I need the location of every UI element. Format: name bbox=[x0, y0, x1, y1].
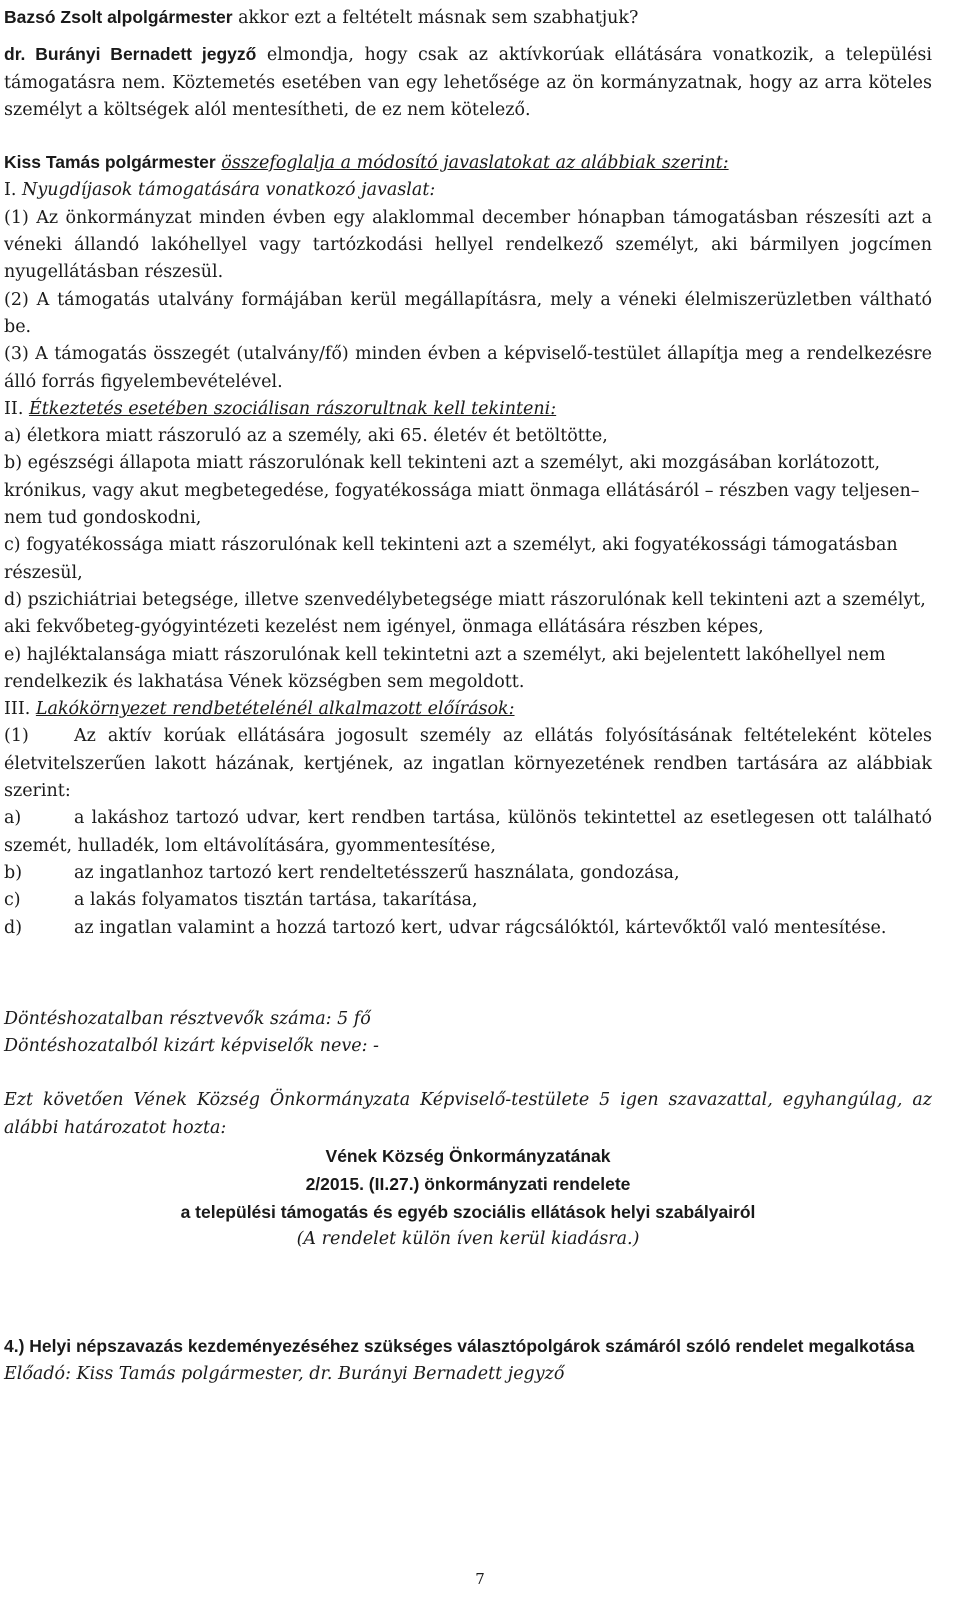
paragraph-text: összefoglalja a módosító javaslatokat az alábbiak szerint: bbox=[221, 153, 729, 174]
list-item: (2) A támogatás utalvány formájában kerül megállapításra, mely a véneki élelmiszerüzletben váltható be. bbox=[4, 289, 932, 337]
list-item: (3) A támogatás összegét (utalvány/fő) minden évben a képviselő-testület állapítja meg a rendelkezésre álló forrás figyelembevételével. bbox=[4, 344, 932, 392]
item-label: a) bbox=[4, 808, 22, 829]
paragraph-bazso bbox=[4, 4, 932, 32]
paragraph-text: akkor ezt a feltételt másnak sem szabhatjuk? bbox=[232, 8, 639, 28]
list-item bbox=[4, 860, 932, 887]
section-title: Étkeztetés esetében szociálisan rászorultnak kell tekinteni: bbox=[28, 398, 557, 419]
item-text: Az aktív korúak ellátására jogosult személy az ellátás folyósításának feltételeként köteles életvitelszerűen lakott házának, kertjének, az ingatlan környezetének rendben tartására az alábbiak szerint: bbox=[4, 726, 932, 802]
paragraph-text: elmondja, hogy csak az aktívkorúak ellátására vonatkozik, a települési támogatásra nem. Köztemetés esetében van egy lehetősége az ön kormányzatnak, hogy az arra köteles személyt a költségek alól mentesítheti, de ez nem kötelező. bbox=[4, 45, 932, 120]
item-label: d) bbox=[4, 917, 23, 938]
list-item: d) pszichiátriai betegsége, illetve szenvedélybetegsége miatt rászorulónak kell tekinteni azt a személyt, aki fekvőbeteg-gyógyintézeti kezelést nem igényel, önmaga ellátására részben képes, bbox=[4, 589, 926, 638]
list-item bbox=[4, 915, 932, 942]
speaker-name: dr. Burányi Bernadett jegyző bbox=[4, 44, 257, 65]
resolution-block bbox=[4, 1142, 932, 1253]
item-text: a lakáshoz tartozó udvar, kert rendben tartása, különös tekintettel az esetlegesen ott található szemét, hulladék, lom eltávolítására, gyommentesítése, bbox=[4, 808, 932, 856]
resolution-title: Vének Község Önkormányzatának bbox=[325, 1145, 611, 1166]
list-item: c) fogyatékossága miatt rászorulónak kell tekinteni azt a személyt, aki fogyatékossági támogatásban részesül, bbox=[4, 535, 898, 583]
decision-excluded: Döntéshozatalból kizárt képviselők neve: - bbox=[4, 1036, 379, 1057]
section-number: III. bbox=[4, 699, 31, 720]
section-number: I. bbox=[4, 180, 17, 201]
item-text: az ingatlan valamint a hozzá tartozó kert, udvar rágcsálóktól, kártevőktől való mentesítése. bbox=[74, 917, 887, 938]
paragraph-kiss bbox=[4, 149, 932, 177]
resolution-number: 2/2015. (II.27.) önkormányzati rendelete bbox=[305, 1173, 631, 1194]
item-label: (1) bbox=[4, 726, 29, 747]
decision-participants: Döntéshozatalban résztvevők száma: 5 fő bbox=[4, 1008, 371, 1029]
list-item: a) életkora miatt rászoruló az a személy, aki 65. életév ét betöltötte, bbox=[4, 426, 608, 447]
section-number: II. bbox=[4, 398, 24, 419]
item-text: az ingatlanhoz tartozó kert rendeltetésszerű használata, gondozása, bbox=[74, 862, 680, 883]
list-item bbox=[4, 887, 932, 914]
list-item: (1) Az önkormányzat minden évben egy alaklommal december hónapban támogatásban részesíti azt a véneki állandó lakóhellyel vagy tartózkodási hellyel rendelkező személyt, aki bármilyen jogcímen nyugellátásban részesül. bbox=[4, 207, 932, 283]
resolution-note: (A rendelet külön íven kerül kiadásra.) bbox=[296, 1228, 640, 1249]
section-heading-1 bbox=[4, 177, 932, 204]
speaker-name: Bazsó Zsolt alpolgármester bbox=[4, 7, 233, 27]
agenda-item-title: 4.) Helyi népszavazás kezdeményezéséhez szükséges választópolgárok számáról szóló rendelet megalkotása bbox=[4, 1336, 915, 1357]
decision-vote: Ezt követően Vének Község Önkormányzata Képviselő-testülete 5 igen szavazattal, egyhangúlag, az alábbi határozatot hozta: bbox=[4, 1090, 932, 1138]
section-heading-2 bbox=[4, 396, 932, 423]
list-item bbox=[4, 805, 932, 860]
item-text: a lakás folyamatos tisztán tartása, takarítása, bbox=[74, 890, 478, 911]
agenda-item-presenter: Előadó: Kiss Tamás polgármester, dr. Burányi Bernadett jegyző bbox=[4, 1363, 565, 1384]
list-item bbox=[4, 723, 932, 805]
list-item: e) hajléktalansága miatt rászorulónak kell tekintetni azt a személyt, aki bejelentett lakóhellyel nem rendelkezik és lakhatása Vének községben sem megoldott. bbox=[4, 644, 886, 692]
item-label: b) bbox=[4, 862, 23, 883]
section-heading-3 bbox=[4, 696, 932, 723]
speaker-name: Kiss Tamás polgármester bbox=[4, 152, 216, 173]
section-title: Lakókörnyezet rendbetételénél alkalmazott előírások: bbox=[35, 699, 515, 720]
list-item: b) egészségi állapota miatt rászorulónak kell tekinteni azt a személyt, aki mozgásában korlátozott, krónikus, vagy akut megbetegedése, fogyatékossága miatt önmaga ellátásáról – részben vagy teljesen– nem tud gondoskodni, bbox=[4, 453, 920, 529]
section-title: Nyugdíjasok támogatására vonatkozó javaslat: bbox=[16, 180, 436, 201]
resolution-subject: a települési támogatás és egyéb szociális ellátások helyi szabályairól bbox=[180, 1201, 756, 1222]
page-number: 7 bbox=[475, 1570, 485, 1588]
paragraph-buranyi bbox=[4, 41, 932, 124]
item-label: c) bbox=[4, 890, 21, 911]
document-page bbox=[4, 4, 932, 1388]
